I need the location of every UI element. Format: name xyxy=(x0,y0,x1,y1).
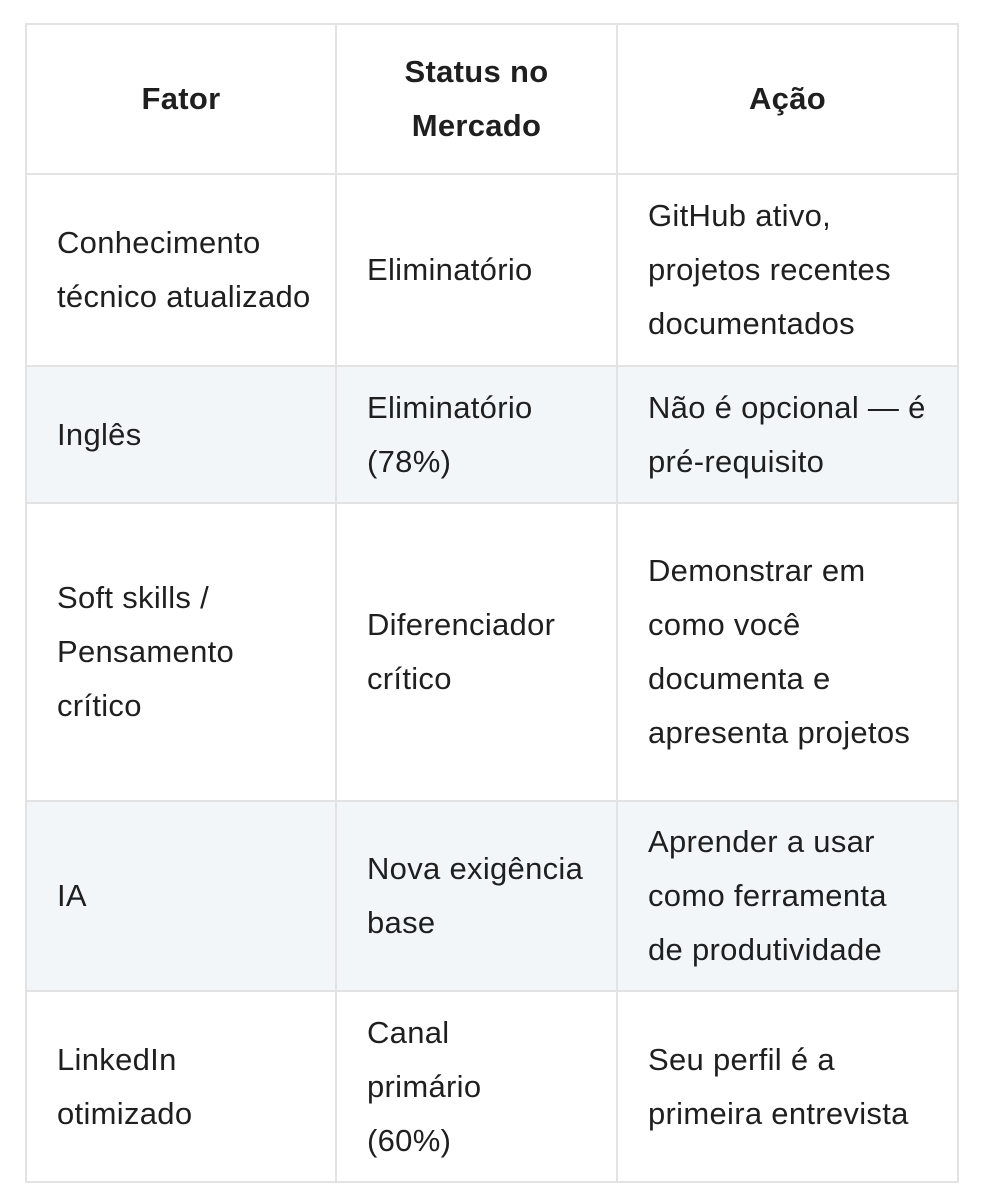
cell-fator: Inglês xyxy=(26,366,336,503)
market-factors-table-container xyxy=(25,23,957,1183)
cell-fator: IA xyxy=(26,801,336,991)
header-row xyxy=(26,24,958,174)
table-row xyxy=(26,991,958,1182)
cell-acao: GitHub ativo, projetos recentes documentados xyxy=(617,174,958,366)
header-status: Status no Mercado xyxy=(336,24,617,174)
cell-status: Nova exigência base xyxy=(336,801,617,991)
header-acao: Ação xyxy=(617,24,958,174)
market-factors-table xyxy=(25,23,959,1183)
table-row xyxy=(26,174,958,366)
cell-status: Eliminatório (78%) xyxy=(336,366,617,503)
cell-status: Eliminatório xyxy=(336,174,617,366)
header-fator: Fator xyxy=(26,24,336,174)
table-row xyxy=(26,801,958,991)
cell-fator: LinkedIn otimizado xyxy=(26,991,336,1182)
cell-acao: Não é opcional — é pré-requisito xyxy=(617,366,958,503)
cell-acao: Aprender a usar como ferramenta de produtividade xyxy=(617,801,958,991)
cell-acao: Demonstrar em como você documenta e apresenta projetos xyxy=(617,503,958,801)
table-row xyxy=(26,503,958,801)
table-header xyxy=(26,24,958,174)
table-row xyxy=(26,366,958,503)
table-body xyxy=(26,174,958,1182)
cell-fator: Soft skills / Pensamento crítico xyxy=(26,503,336,801)
cell-status: Diferenciador crítico xyxy=(336,503,617,801)
cell-fator: Conhecimento técnico atualizado xyxy=(26,174,336,366)
cell-status: Canal primário (60%) xyxy=(336,991,617,1182)
cell-acao: Seu perfil é a primeira entrevista xyxy=(617,991,958,1182)
